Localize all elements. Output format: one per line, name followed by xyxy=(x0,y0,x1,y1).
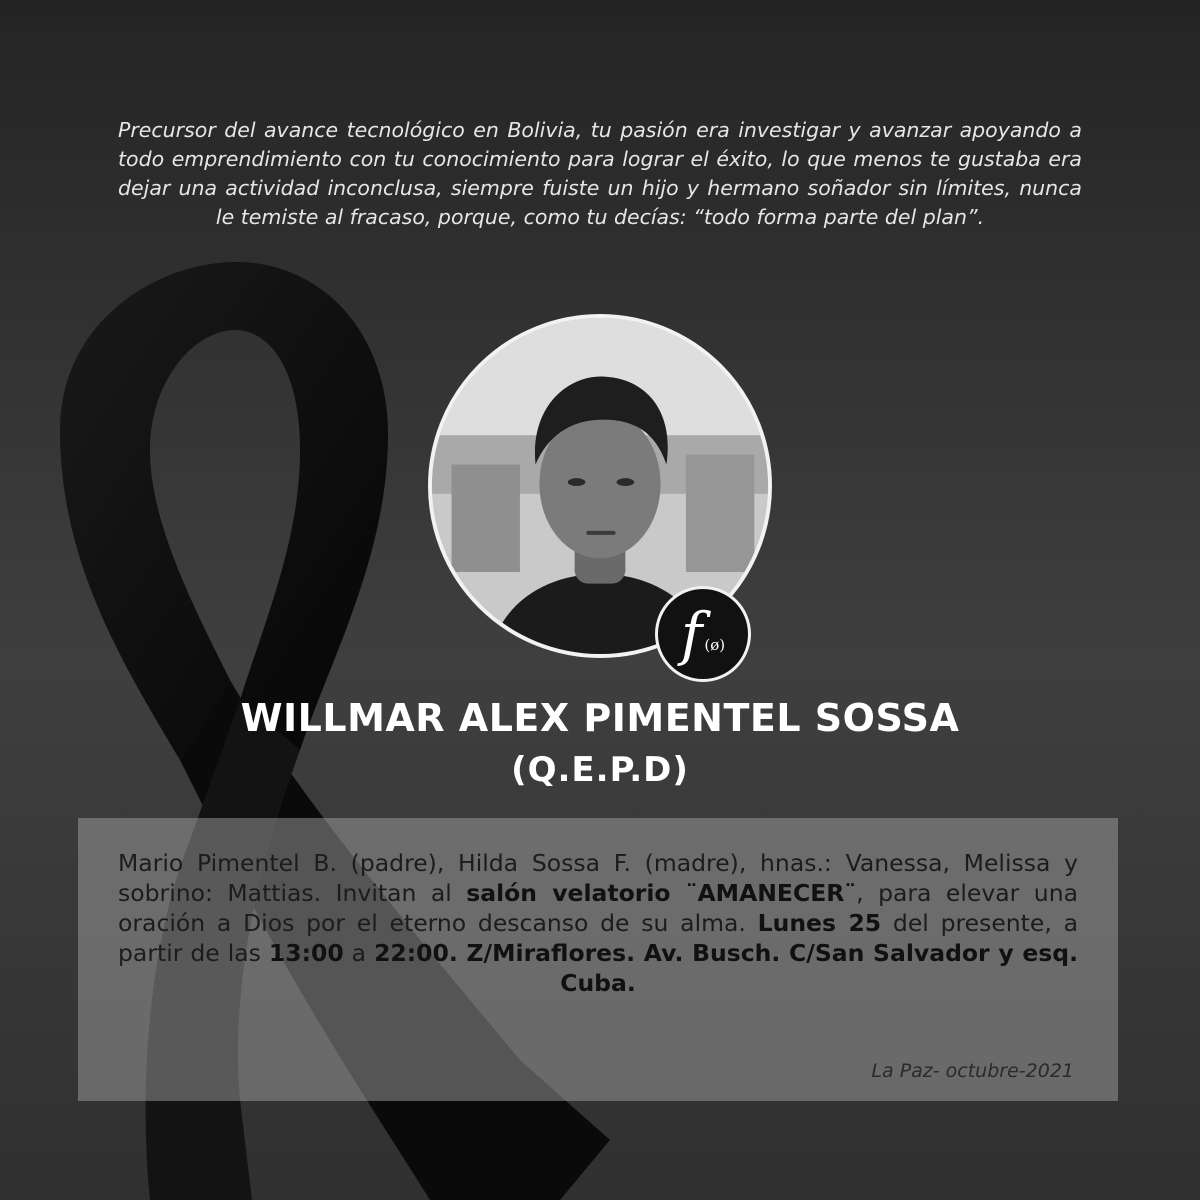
time-start: 13:00 xyxy=(268,939,344,967)
service-info-text xyxy=(118,848,1078,998)
venue-name: salón velatorio ¨AMANECER¨ xyxy=(466,879,857,907)
logo-glyph: f xyxy=(680,600,703,668)
place-date-signoff: La Paz- octubre-2021 xyxy=(871,1060,1074,1082)
prayer-text: , para elevar una oración a Dios por el eterno descanso de su alma. xyxy=(118,879,1078,937)
time-end: 22:00 xyxy=(374,939,449,967)
logo-subscript: (ø) xyxy=(704,636,726,654)
tribute-text: Precursor del avance tecnológico en Bolivia, tu pasión era investigar y avanzar apoyando a todo emprendimiento con tu conocimiento para lograr el éxito, lo que menos te gustaba era dejar una actividad inconclusa, siempre fuiste un hijo y hermano soñador sin límites, nunca le temiste al fracaso, porque, como tu decías: “todo forma parte del plan”. xyxy=(118,118,1082,229)
rip-label: (Q.E.P.D) xyxy=(511,750,689,790)
service-info-panel xyxy=(78,818,1118,1101)
date-suffix: del presente, a partir de las xyxy=(118,909,1078,967)
deceased-name: WILLMAR ALEX PIMENTEL SOSSA xyxy=(240,696,960,740)
service-date: Lunes 25 xyxy=(757,909,882,937)
family-text: Mario Pimentel B. (padre), Hilda Sossa F. (madre), hnas.: Vanessa, Melissa y sobrino: Mattias. Invitan al xyxy=(118,849,1078,907)
address: . Z/Miraflores. Av. Busch. C/San Salvador y esq. Cuba. xyxy=(448,939,1079,997)
function-logo-icon xyxy=(655,586,751,682)
time-joiner: a xyxy=(343,939,375,967)
